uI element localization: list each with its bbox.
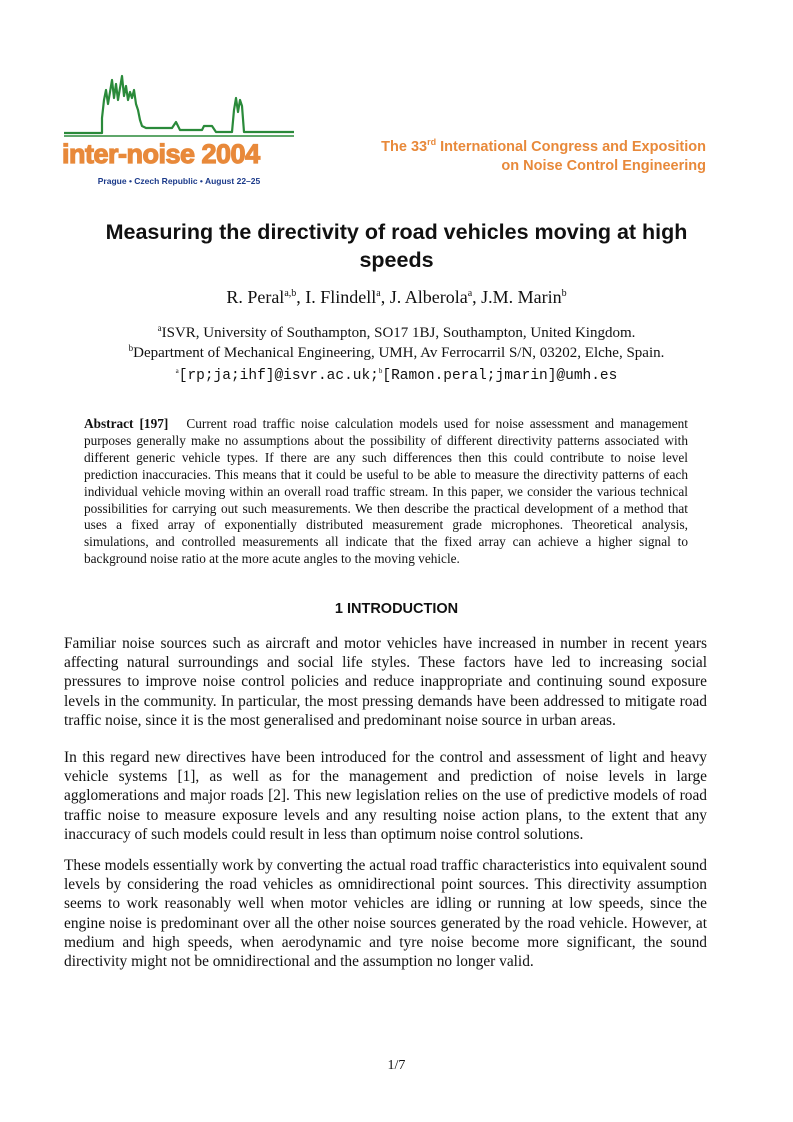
affiliation-a: $^a$ISVR, University of Southampton, SO17 1BJ, Southampton, United Kingdom. [157, 323, 636, 341]
email-isvr: [rp;ja;ihf]@isvr.ac.uk; [178, 368, 379, 384]
congress-line-1-post: International Congress and Exposition [436, 139, 706, 155]
logo-subtitle: Prague • Czech Republic • August 22–25 [97, 176, 261, 186]
author: I. Flindell$^a$, [305, 287, 390, 307]
congress-line-1-pre: The 33 [381, 139, 428, 155]
conference-logo [62, 70, 294, 194]
logo-wordmark: inter-noise 2004 [62, 139, 260, 169]
paragraph: In this regard new directives have been introduced for the control and assessment of light and heavy vehicle systems [1], as well as for the management and prediction of noise levels in large agglomerations and major roads [2]. This new legislation relies on the use of predictive models of road traffic noise to measure exposure levels and any resulting noise action plans, to the extent that any inaccuracy of such models could result in less than optimum noise control solutions. [64, 749, 707, 843]
abstract [84, 416, 688, 568]
page-number: 1/7 [387, 1058, 406, 1073]
abstract-label: Abstract [197] [84, 416, 169, 431]
congress-header [306, 138, 706, 176]
paragraph: Familiar noise sources such as aircraft and motor vehicles have increased in number in recent years affecting natural surroundings and social life styles. These factors have led to increasing social pressures to improve noise control policies and reduce inappropriate and continuing sound exposure levels in the community. In particular, the most pressing demands have been addressed to mitigate road traffic noise, since it is the most generalised and predominant noise source in urban areas. [64, 635, 707, 729]
section-heading: 1 INTRODUCTION [334, 601, 459, 617]
paper-title: Measuring the directivity of road vehicles moving at high speeds [105, 220, 688, 272]
email-umh: [Ramon.peral;jmarin]@umh.es [382, 368, 618, 384]
paragraph: These models essentially work by converting the actual road traffic characteristics into equivalent sound levels by considering the road vehicles as omnidirectional point sources. This directivity assumption seems to work reasonably well when motor vehicles are idling or running at low speeds, since the engine noise is predominant over all the other noise sources generated by the road vehicle. However, at medium and high speeds, when aerodynamic and tyre noise become more significant, the sound directivity might not be omnidirectional and the assumption no longer valid. [64, 857, 707, 971]
author-emails: $^a$[rp;ja;ihf]@isvr.ac.uk;$^b$[Ramon.peral;jmarin]@umh.es [175, 367, 618, 384]
author: J. Alberola$^a$, [389, 287, 482, 307]
prague-skyline-icon [62, 70, 294, 142]
author: J.M. Marin$^b$ [481, 287, 567, 307]
congress-ordinal: rd [427, 137, 437, 147]
congress-line-2: on Noise Control Engineering [501, 158, 706, 174]
abstract-text: Current road traffic noise calculation models used for noise assessment and management purposes generally make no assumptions about the possibility of different directivity patterns associated with different generic vehicle types. If there are any such differences then this could contribute to noise level prediction inaccuracies. This means that it could be useful to be able to measure the directivity patterns of each individual vehicle moving within an overall road traffic stream. In this paper, we consider the various technical possibilities for carrying out such measurements. We then describe the practical development of a method that uses a fixed array of exponentially distributed measurement grade microphones. Theoretical analysis, simulations, and controlled measurements all indicate that the fixed array can achieve a higher signal to background noise ratio at the more acute angles to the moving vehicle. [84, 416, 689, 567]
author-list [60, 286, 733, 308]
author: R. Peral$^{a,b}$, [226, 287, 306, 307]
affiliation-b: $^b$Department of Mechanical Engineering, UMH, Av Ferrocarril S/N, 03202, Elche, Spain. [128, 343, 665, 361]
congress-line-1 [306, 138, 706, 157]
